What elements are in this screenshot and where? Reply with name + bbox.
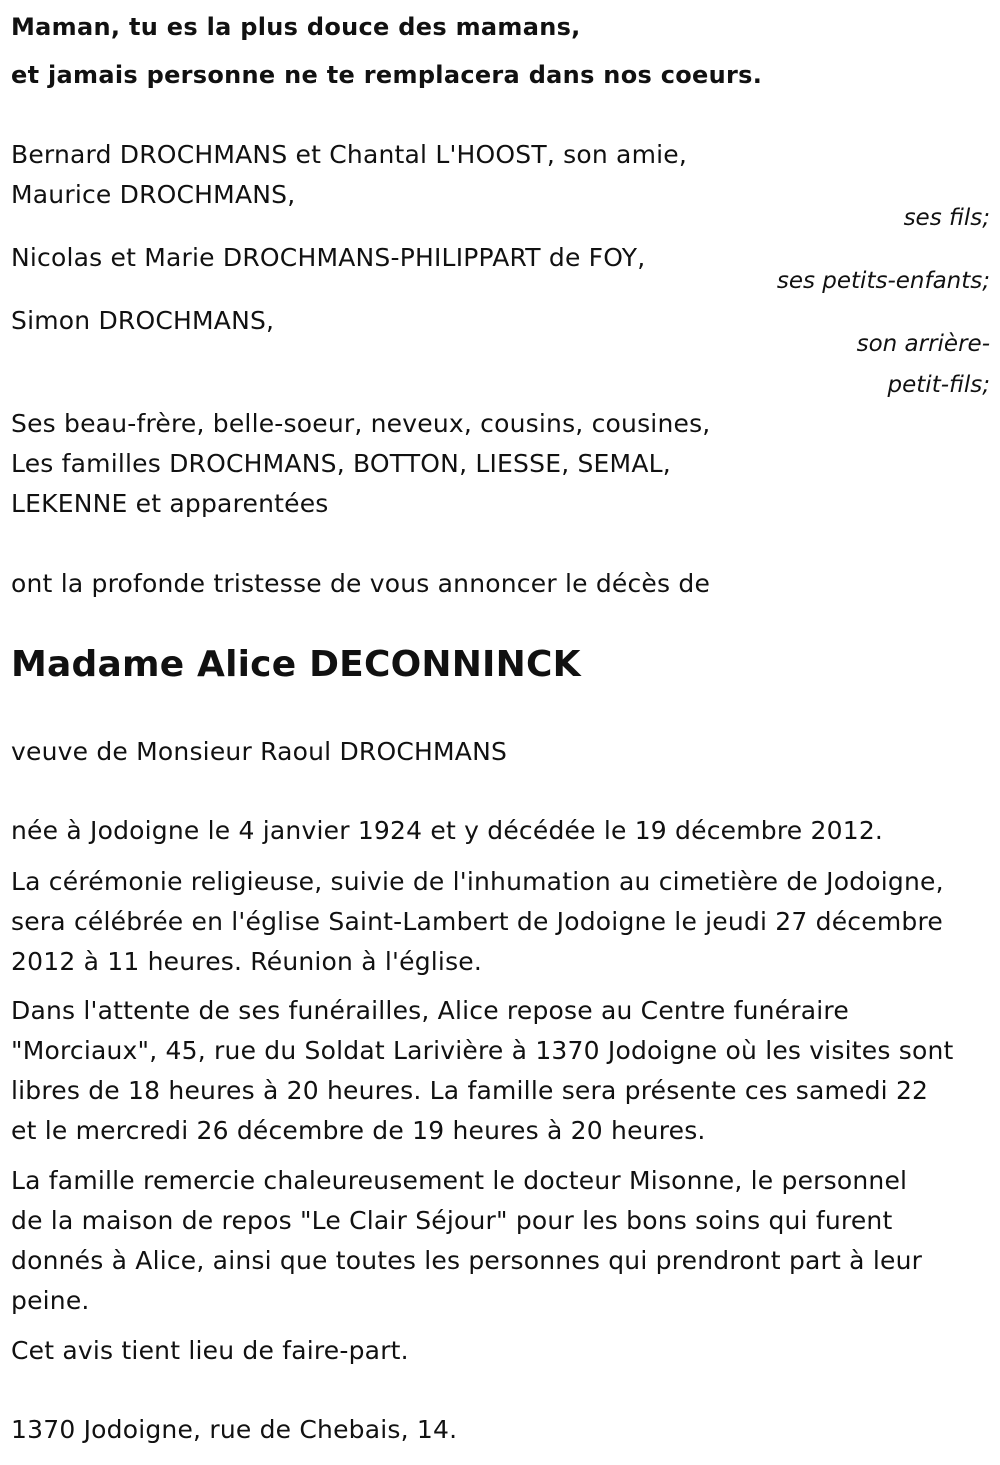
epigraph-line-1: Maman, tu es la plus douce des mamans, — [11, 13, 581, 41]
visits-line-2: "Morciaux", 45, rue du Soldat Larivière à 1370 Jodoigne où les visites sont — [11, 1036, 954, 1065]
widow-of: veuve de Monsieur Raoul DROCHMANS — [11, 737, 508, 766]
grandchildren-label: ses petits-enfants; — [776, 268, 990, 294]
greatgrandson-line: Simon DROCHMANS, — [11, 306, 275, 335]
others-line-2: Les familles DROCHMANS, BOTTON, LIESSE, SEMAL, — [11, 449, 671, 478]
grandchildren-line: Nicolas et Marie DROCHMANS-PHILIPPART de FOY, — [11, 243, 646, 272]
deceased-name: Madame Alice DECONNINCK — [11, 644, 581, 685]
ceremony-line-1: La cérémonie religieuse, suivie de l'inhumation au cimetière de Jodoigne, — [11, 867, 944, 896]
epigraph-line-2: et jamais personne ne te remplacera dans nos coeurs. — [11, 61, 763, 89]
sons-label: ses fils; — [903, 205, 990, 231]
sons-line-2: Maurice DROCHMANS, — [11, 180, 296, 209]
thanks-line-2: de la maison de repos "Le Clair Séjour" pour les bons soins qui furent — [11, 1206, 893, 1235]
thanks-line-3: donnés à Alice, ainsi que toutes les personnes qui prendront part à leur — [11, 1246, 923, 1275]
greatgrandson-label-1: son arrière- — [856, 331, 990, 357]
thanks-line-4: peine. — [11, 1286, 90, 1315]
visits-line-3: libres de 18 heures à 20 heures. La famille sera présente ces samedi 22 — [11, 1076, 929, 1105]
thanks-line-1: La famille remercie chaleureusement le docteur Misonne, le personnel — [11, 1166, 908, 1195]
ceremony-line-2: sera célébrée en l'église Saint-Lambert de Jodoigne le jeudi 27 décembre — [11, 907, 943, 936]
others-line-1: Ses beau-frère, belle-soeur, neveux, cousins, cousines, — [11, 409, 711, 438]
others-line-3: LEKENNE et apparentées — [11, 489, 329, 518]
sons-line-1: Bernard DROCHMANS et Chantal L'HOOST, son amie, — [11, 140, 687, 169]
born-died: née à Jodoigne le 4 janvier 1924 et y décédée le 19 décembre 2012. — [11, 816, 884, 845]
greatgrandson-label-2: petit-fils; — [887, 372, 990, 398]
address: 1370 Jodoigne, rue de Chebais, 14. — [11, 1415, 458, 1444]
ceremony-line-3: 2012 à 11 heures. Réunion à l'église. — [11, 947, 483, 976]
visits-line-1: Dans l'attente de ses funérailles, Alice repose au Centre funéraire — [11, 996, 849, 1025]
announcement: ont la profonde tristesse de vous annoncer le décès de — [11, 569, 711, 598]
notice-text: Cet avis tient lieu de faire-part. — [11, 1336, 409, 1365]
visits-line-4: et le mercredi 26 décembre de 19 heures à 20 heures. — [11, 1116, 706, 1145]
